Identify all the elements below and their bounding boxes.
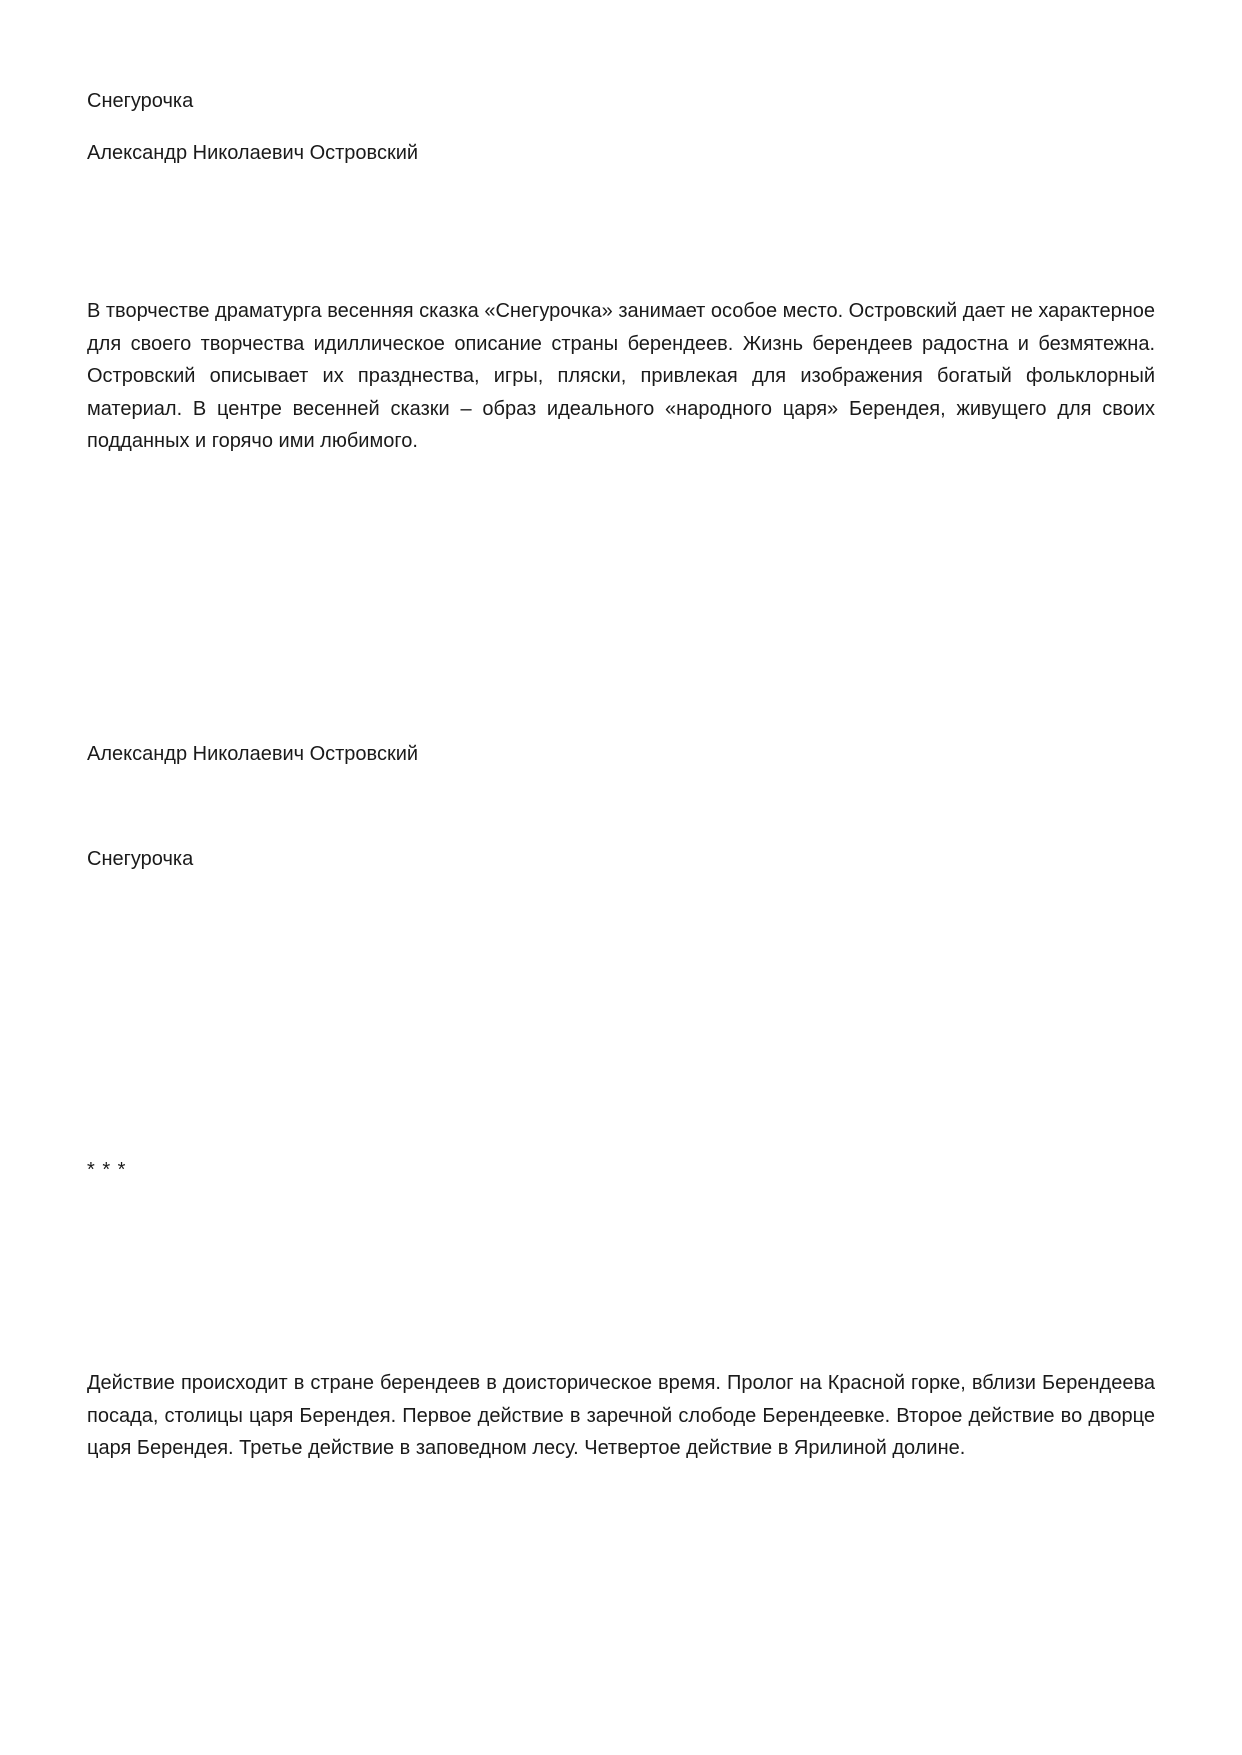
intro-paragraph: В творчестве драматурга весенняя сказка «Снегурочка» занимает особое место. Островский дает не характерное для своего творчества идиллическое описание страны берендеев. Жизнь берендеев радостна и безмятежна. Островский описывает их празднества, игры, пляски, привлекая для изображения богатый фольклорный материал. В центре весенней сказки – образ идеального «народного царя» Берендея, живущего для своих подданных и горячо ими любимого.: [87, 300, 1155, 452]
document-title: Снегурочка: [87, 90, 194, 112]
document-author: Александр Николаевич Островский: [87, 142, 419, 164]
setting-paragraph: Действие происходит в стране берендеев в доисторическое время. Пролог на Красной горке, вблизи Берендеева посада, столицы царя Берендея. Первое действие в заречной слободе Берендеевке. Второе действие во дворце царя Берендея. Третье действие в заповедном лесу. Четвертое действие в Ярилиной долине.: [87, 1372, 1155, 1459]
title-heading: Снегурочка: [87, 848, 194, 870]
section-separator: * * *: [87, 1159, 127, 1181]
author-heading: Александр Николаевич Островский: [87, 743, 419, 765]
